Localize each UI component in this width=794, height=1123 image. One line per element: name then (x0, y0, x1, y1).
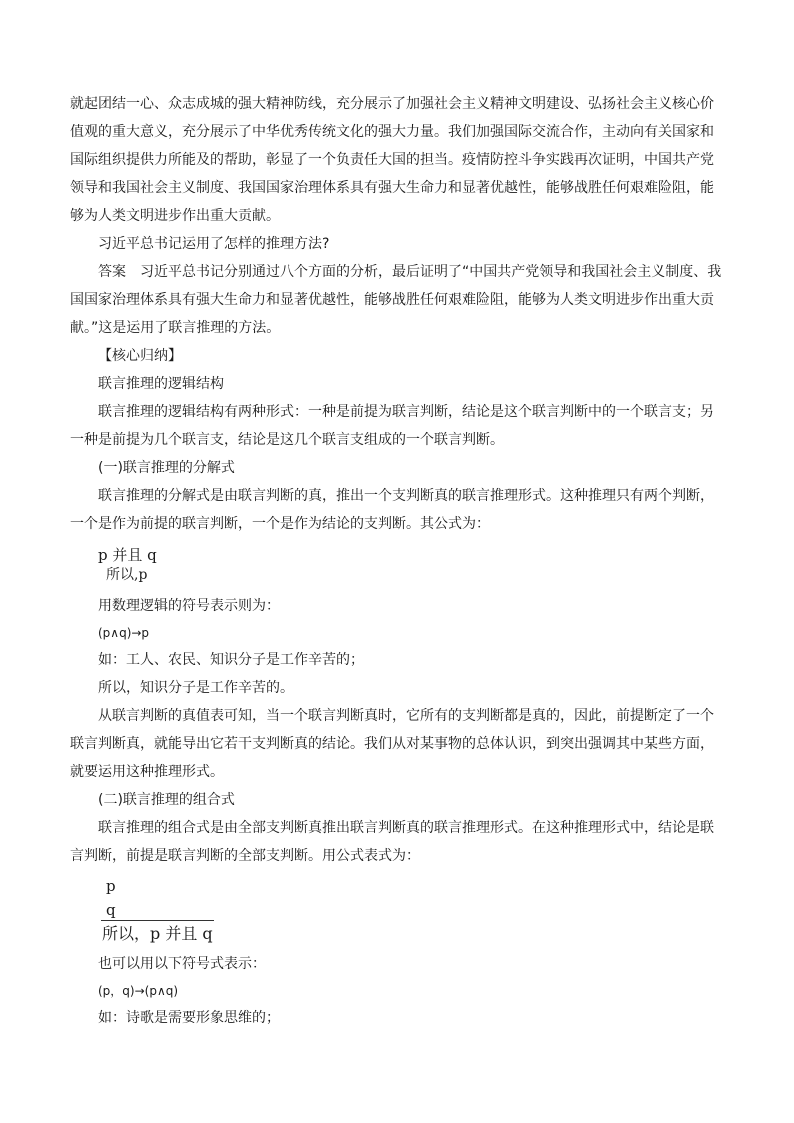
answer-paragraph (70, 258, 724, 342)
decomposition-title: (一)联言推理的分解式 (98, 460, 235, 476)
decomposition-example-2: 所以，知识分子是工作辛苦的。 (98, 680, 294, 696)
question-line: 习近平总书记运用了怎样的推理方法? (98, 236, 330, 252)
decomposition-symbol: (p∧q)→p (98, 626, 150, 640)
composition-symbol: (p，q)→(p∧q) (98, 984, 179, 998)
composition-formula-conclusion: 所以，p 并且 q (102, 924, 213, 943)
composition-formula-p: p (106, 877, 116, 895)
decomposition-formula-conclusion: 所以,p (106, 567, 148, 583)
composition-formula-q: q (106, 901, 116, 919)
composition-formula (70, 876, 724, 950)
composition-example: 如：诗歌是需要形象思维的； (98, 1010, 280, 1026)
logic-structure-title: 联言推理的逻辑结构 (98, 376, 224, 392)
intro-paragraph: 就起团结一心、众志成城的强大精神防线，充分展示了加强社会主义精神文明建设、弘扬社会主义核心价值观的重大意义，充分展示了中华优秀传统文化的强大力量。我们加强国际交流合作，主动向有关国家和国际组织提供力所能及的帮助，彰显了一个负责任大国的担当。疫情防控斗争实践再次证明，中国共产党领导和我国社会主义制度、我国国家治理体系具有强大生命力和显著优越性，能够战胜任何艰难险阻，能够为人类文明进步作出重大贡献。 (70, 96, 714, 224)
answer-label: 答案 (98, 264, 126, 280)
composition-text: 联言推理的组合式是由全部支判断真推出联言判断真的联言推理形式。在这种推理形式中，结论是联言判断，前提是联言判断的全部支判断。用公式表式为： (70, 820, 714, 864)
composition-title: (二)联言推理的组合式 (98, 792, 235, 808)
logic-structure-text: 联言推理的逻辑结构有两种形式：一种是前提为联言判断，结论是这个联言判断中的一个联言支；另一种是前提为几个联言支，结论是这几个联言支组成的一个联言判断。 (70, 404, 714, 448)
core-summary-heading: 【核心归纳】 (98, 348, 182, 364)
decomposition-text: 联言推理的分解式是由联言判断的真，推出一个支判断真的联言推理形式。这种推理只有两个判断，一个是作为前提的联言判断，一个是作为结论的支判断。其公式为： (70, 488, 714, 532)
composition-symbol-intro: 也可以用以下符号式表示： (98, 956, 266, 972)
decomposition-example-1: 如：工人、农民、知识分子是工作辛苦的； (98, 652, 364, 668)
decomposition-explanation: 从联言判断的真值表可知，当一个联言判断真时，它所有的支判断都是真的，因此，前提断定了一个联言判断真，就能导出它若干支判断真的结论。我们从对某事物的总体认识，到突出强调其中某些方面，就要运用这种推理形式。 (70, 708, 714, 780)
decomposition-symbol-intro: 用数理逻辑的符号表示则为： (98, 598, 280, 614)
decomposition-formula-premise: p 并且 q (98, 546, 157, 564)
formula-divider-line (101, 920, 214, 921)
answer-text: 习近平总书记分别通过八个方面的分析，最后证明了“中国共产党领导和我国社会主义制度、我国国家治理体系具有强大生命力和显著优越性，能够战胜任何艰难险阻，能够为人类文明进步作出重大贡献。”这是运用了联言推理的方法。 (70, 264, 722, 336)
